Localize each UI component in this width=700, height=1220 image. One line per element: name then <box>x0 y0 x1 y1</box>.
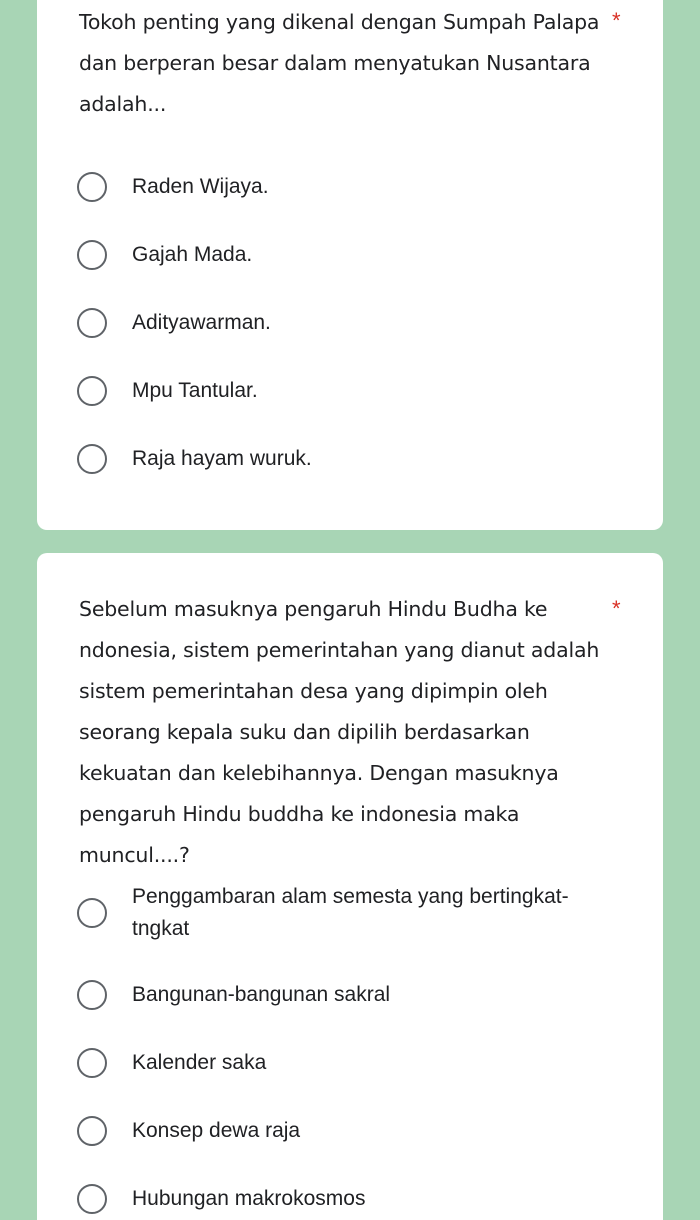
option-label: Penggambaran alam semesta yang bertingkat-tngkat <box>132 885 569 940</box>
question-card-2 <box>37 553 663 1220</box>
question-text: Sebelum masuknya pengaruh Hindu Budha ke ndonesia, sistem pemerintahan yang dianut adalah sistem pemerintahan desa yang dipimpin oleh seorang kepala suku dan dipilih berdasarkan kekuatan dan kelebihannya. Dengan masuknya pengaruh Hindu buddha ke indonesia maka muncul....? <box>79 597 600 867</box>
options-group <box>77 865 637 1220</box>
radio-button[interactable] <box>77 308 107 338</box>
option-kalender-saka[interactable] <box>77 1029 637 1097</box>
option-label: Adityawarman. <box>132 311 271 334</box>
option-penggambaran-alam[interactable] <box>77 865 637 961</box>
options-group <box>77 153 637 493</box>
radio-button[interactable] <box>77 898 107 928</box>
option-raden-wijaya[interactable] <box>77 153 637 221</box>
question-card-1 <box>37 0 663 530</box>
option-label: Raja hayam wuruk. <box>132 447 312 470</box>
question-text: Tokoh penting yang dikenal dengan Sumpah Palapa dan berperan besar dalam menyatukan Nusantara adalah... <box>79 10 600 116</box>
option-label: Hubungan makrokosmos <box>132 1187 366 1210</box>
option-label: Gajah Mada. <box>132 243 253 266</box>
required-asterisk: * <box>612 596 621 621</box>
radio-button[interactable] <box>77 1048 107 1078</box>
option-adityawarman[interactable] <box>77 289 637 357</box>
option-bangunan-sakral[interactable] <box>77 961 637 1029</box>
option-label: Bangunan-bangunan sakral <box>132 983 391 1006</box>
option-raja-hayam-wuruk[interactable] <box>77 425 637 493</box>
radio-button[interactable] <box>77 1184 107 1214</box>
option-label: Kalender saka <box>132 1051 267 1074</box>
radio-button[interactable] <box>77 240 107 270</box>
option-label: Mpu Tantular. <box>132 379 258 402</box>
required-asterisk: * <box>612 8 621 33</box>
radio-button[interactable] <box>77 1116 107 1146</box>
option-hubungan-makrokosmos[interactable] <box>77 1165 637 1220</box>
option-gajah-mada[interactable] <box>77 221 637 289</box>
radio-button[interactable] <box>77 980 107 1010</box>
radio-button[interactable] <box>77 172 107 202</box>
radio-button[interactable] <box>77 444 107 474</box>
option-konsep-dewa-raja[interactable] <box>77 1097 637 1165</box>
option-label: Konsep dewa raja <box>132 1119 301 1142</box>
option-label: Raden Wijaya. <box>132 175 269 198</box>
radio-button[interactable] <box>77 376 107 406</box>
option-mpu-tantular[interactable] <box>77 357 637 425</box>
